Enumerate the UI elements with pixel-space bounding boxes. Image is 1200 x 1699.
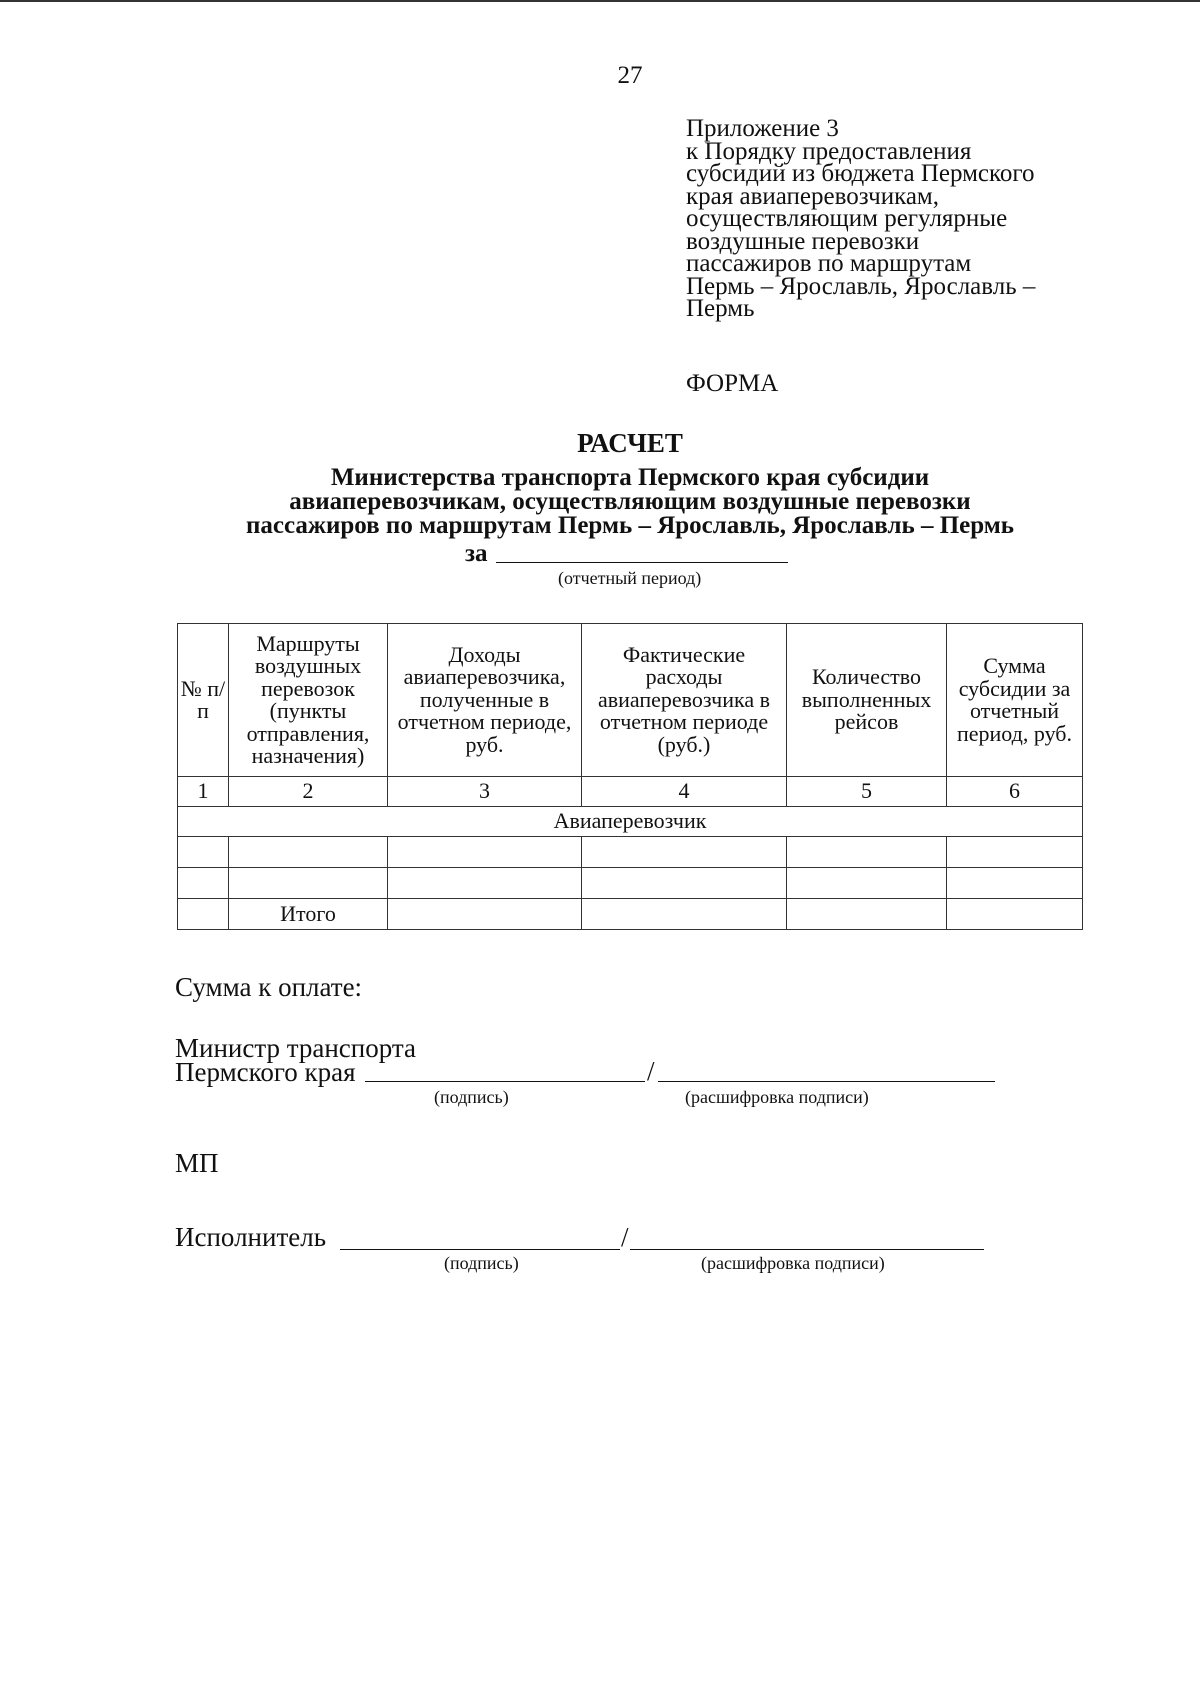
- column-number: 1: [178, 777, 229, 807]
- column-number: 4: [582, 777, 787, 807]
- period-blank-field[interactable]: [496, 542, 788, 563]
- table-cell[interactable]: [947, 837, 1083, 868]
- document-title: РАСЧЕТ: [577, 428, 683, 458]
- form-label: ФОРМА: [686, 370, 779, 397]
- page-number: 27: [617, 62, 643, 89]
- table-cell[interactable]: [178, 868, 229, 899]
- header-cell-number: № п/п: [178, 624, 229, 777]
- table-cell[interactable]: [388, 837, 582, 868]
- executor-decoding-caption: (расшифровка подписи): [701, 1253, 885, 1273]
- subtitle-line: Министерства транспорта Пермского края субсидии: [330, 464, 930, 491]
- table-cell[interactable]: [582, 899, 787, 930]
- table-cell[interactable]: [388, 868, 582, 899]
- executor-decoding-line[interactable]: [630, 1249, 984, 1250]
- subtitle-line: пассажиров по маршрутам Пермь – Ярославль, Ярославль – Пермь: [245, 512, 1015, 539]
- table-cell[interactable]: [178, 899, 229, 930]
- sum-to-pay-label: Сумма к оплате:: [175, 972, 363, 1002]
- appendix-line: воздушные перевозки: [686, 227, 920, 255]
- minister-title: [175, 1033, 416, 1087]
- column-number: 3: [388, 777, 582, 807]
- table-cell[interactable]: [947, 899, 1083, 930]
- appendix-note: [686, 115, 1106, 322]
- appendix-line: субсидий из бюджета Пермского: [686, 160, 1035, 187]
- carrier-section-row: [178, 807, 1083, 837]
- appendix-line: осуществляющим регулярные: [686, 205, 1008, 232]
- page-top-border: [0, 0, 1200, 2]
- column-number: 2: [229, 777, 388, 807]
- table-row: [178, 868, 1083, 899]
- signature-separator: /: [647, 1056, 655, 1086]
- table-cell[interactable]: [229, 837, 388, 868]
- appendix-line: Пермь: [686, 295, 755, 322]
- table-cell[interactable]: [229, 868, 388, 899]
- table-cell[interactable]: [947, 868, 1083, 899]
- header-cell-expenses: Фактические расходы авиаперевозчика в отчетном периоде (руб.): [582, 624, 787, 777]
- carrier-section-label: Авиаперевозчик: [178, 807, 1083, 837]
- appendix-line: к Порядку предоставления: [686, 137, 972, 165]
- header-cell-subsidy: Сумма субсидии за отчетный период, руб.: [947, 624, 1083, 777]
- appendix-line: края авиаперевозчикам,: [686, 182, 940, 210]
- header-cell-routes: Маршруты воздушных перевозок (пункты отправления, назначения): [229, 624, 388, 777]
- subtitle-line: авиаперевозчикам, осуществляющим воздушные перевозки: [289, 488, 971, 515]
- stamp-label: МП: [175, 1148, 219, 1178]
- period-line: [465, 540, 788, 568]
- table-header-row: [178, 624, 1083, 777]
- appendix-line: Приложение 3: [686, 115, 839, 142]
- table-cell[interactable]: [582, 837, 787, 868]
- minister-title-line: Пермского края: [175, 1057, 356, 1087]
- minister-signature-caption: (подпись): [434, 1087, 509, 1107]
- minister-decoding-line[interactable]: [658, 1081, 995, 1082]
- table-row: [178, 837, 1083, 868]
- table-cell[interactable]: [388, 899, 582, 930]
- minister-signature-line[interactable]: [365, 1081, 645, 1082]
- minister-decoding-caption: (расшифровка подписи): [685, 1087, 869, 1107]
- period-prefix: за: [465, 540, 488, 567]
- document-subtitle: [0, 466, 1200, 538]
- signature-separator: /: [621, 1222, 629, 1252]
- minister-title-line: Министр транспорта: [175, 1033, 416, 1063]
- column-number: 5: [787, 777, 947, 807]
- column-number: 6: [947, 777, 1083, 807]
- total-row: [178, 899, 1083, 930]
- header-cell-income: Доходы авиаперевозчика, полученные в отчетном периоде, руб.: [388, 624, 582, 777]
- executor-signature-line[interactable]: [340, 1249, 620, 1250]
- column-number-row: [178, 777, 1083, 807]
- total-label: Итого: [229, 899, 388, 930]
- table-cell[interactable]: [787, 868, 947, 899]
- table-cell[interactable]: [787, 837, 947, 868]
- table-cell[interactable]: [178, 837, 229, 868]
- period-caption: (отчетный период): [558, 568, 702, 588]
- calculation-table: [177, 623, 1083, 930]
- appendix-line: Пермь – Ярославль, Ярославль –: [686, 272, 1036, 300]
- executor-signature-caption: (подпись): [444, 1253, 519, 1273]
- table-cell[interactable]: [582, 868, 787, 899]
- appendix-line: пассажиров по маршрутам: [686, 250, 972, 277]
- table-cell[interactable]: [787, 899, 947, 930]
- header-cell-flights: Количество выполненных рейсов: [787, 624, 947, 777]
- executor-label: Исполнитель: [175, 1222, 327, 1252]
